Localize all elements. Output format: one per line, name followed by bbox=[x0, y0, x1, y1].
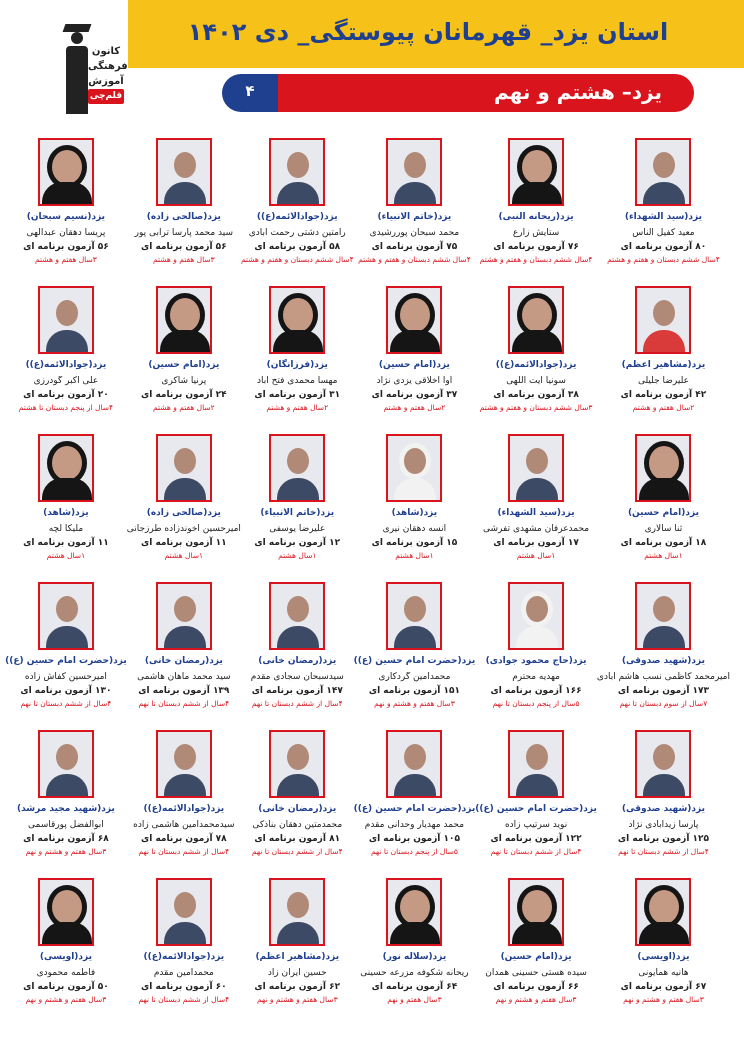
student-card bbox=[597, 872, 730, 1020]
student-name: نوید سرتیپ زاده bbox=[504, 820, 568, 830]
logo-line-3: آموزش bbox=[88, 76, 124, 87]
student-card bbox=[5, 280, 127, 428]
student-school: یزد(حاج محمود جوادی) bbox=[485, 656, 587, 666]
student-exams: ۱۰۵ آزمون برنامه ای bbox=[368, 834, 460, 844]
student-photo bbox=[38, 434, 94, 502]
student-years: ۴سال ششم دبستان و هفتم و هشتم bbox=[358, 255, 471, 264]
student-exams: ۲۴ آزمون برنامه ای bbox=[141, 390, 227, 400]
student-name: پرنیا شاکری bbox=[161, 376, 207, 386]
student-photo bbox=[508, 878, 564, 946]
student-exams: ۶۲ آزمون برنامه ای bbox=[254, 982, 341, 992]
student-name: پریسا دهقان عبدالهی bbox=[26, 228, 106, 238]
student-photo bbox=[269, 434, 325, 502]
student-card bbox=[597, 132, 730, 280]
student-years: ۳سال هفتم و هشتم و نهم bbox=[25, 847, 107, 856]
student-years: ۳سال هفتم و هشتم و نهم bbox=[374, 699, 455, 708]
student-name: هانیه همایونی bbox=[638, 968, 689, 978]
page-title: استان یزد_ قهرمانان پیوستگی_ دی ۱۴۰۲ bbox=[187, 18, 669, 46]
student-name: امیرمحمد کاظمی نسب هاشم آبادی bbox=[596, 672, 730, 682]
student-photo bbox=[635, 138, 691, 206]
student-name: محمدامین گردکاری bbox=[378, 672, 451, 682]
student-exams: ۱۷ آزمون برنامه ای bbox=[493, 538, 579, 548]
student-photo bbox=[635, 730, 691, 798]
student-school: یزد(شهید صدوقی) bbox=[621, 656, 705, 666]
student-years: ۴سال از پنجم دبستان تا هشتم bbox=[18, 403, 114, 412]
student-photo bbox=[156, 730, 212, 798]
student-school: یزد(امام حسین) bbox=[627, 508, 699, 518]
student-years: ۴سال از ششم دبستان تا نهم bbox=[251, 847, 343, 856]
student-exams: ۵۶ آزمون برنامه ای bbox=[141, 242, 227, 252]
student-name: علیرضا یوسفی bbox=[269, 524, 326, 534]
student-school: یزد(صالحی زاده) bbox=[146, 212, 221, 222]
student-exams: ۲۰ آزمون برنامه ای bbox=[23, 390, 109, 400]
student-name: امیرحسین کفاش زاده bbox=[24, 672, 107, 682]
student-years: ۳سال هفتم و هشتم و نهم bbox=[25, 995, 107, 1004]
student-exams: ۱۵۱ آزمون برنامه ای bbox=[368, 686, 460, 696]
student-exams: ۳۱ آزمون برنامه ای bbox=[254, 390, 341, 400]
student-card bbox=[597, 428, 730, 576]
student-school: یزد(جوادالائمه(ع)) bbox=[495, 360, 577, 370]
student-school: یزد(جوادالائمه(ع)) bbox=[25, 360, 107, 370]
student-exams: ۶۴ آزمون برنامه ای bbox=[371, 982, 458, 992]
student-years: ۴سال ششم دبستان و هفتم و هشتم bbox=[479, 255, 593, 264]
student-school: یزد(شاهد) bbox=[391, 508, 438, 518]
student-photo bbox=[156, 582, 212, 650]
student-name: آنسه دهقان نیری bbox=[382, 524, 447, 534]
student-card bbox=[127, 132, 241, 280]
logo-line-4: قلم‌چی bbox=[88, 89, 124, 104]
student-name: محمد سبحان پوررشیدی bbox=[369, 228, 460, 238]
student-photo bbox=[156, 878, 212, 946]
graduate-icon bbox=[64, 24, 90, 114]
logo-line-2: فرهنگی bbox=[88, 61, 128, 72]
student-card bbox=[354, 872, 476, 1020]
student-name: ملیکا لچه bbox=[48, 524, 84, 534]
student-photo bbox=[508, 434, 564, 502]
student-photo bbox=[269, 582, 325, 650]
student-exams: ۶۰ آزمون برنامه ای bbox=[141, 982, 227, 992]
student-card bbox=[354, 132, 476, 280]
student-exams: ۱۲ آزمون برنامه ای bbox=[254, 538, 341, 548]
student-card bbox=[475, 132, 597, 280]
student-years: ۱سال هشتم bbox=[644, 551, 683, 560]
student-card bbox=[354, 280, 476, 428]
student-school: یزد(اویسی) bbox=[39, 952, 92, 962]
student-years: ۴سال ششم دبستان و هفتم و هشتم bbox=[607, 255, 720, 264]
student-years: ۴سال از ششم دبستان تا نهم bbox=[490, 847, 582, 856]
student-card bbox=[475, 576, 597, 724]
student-photo bbox=[635, 878, 691, 946]
student-years: ۲سال هفتم و هشتم bbox=[152, 403, 215, 412]
student-years: ۳سال هفتم و نهم bbox=[387, 995, 442, 1004]
student-photo bbox=[269, 730, 325, 798]
student-exams: ۱۱ آزمون برنامه ای bbox=[23, 538, 109, 548]
student-school: یزد(سید الشهداء) bbox=[624, 212, 703, 222]
student-years: ۳سال هفتم و هشتم و نهم bbox=[495, 995, 577, 1004]
student-school: یزد(خاتم الانبیاء) bbox=[377, 212, 452, 222]
student-exams: ۱۸ آزمون برنامه ای bbox=[620, 538, 707, 548]
student-years: ۳سال ششم دبستان و هفتم و هشتم bbox=[479, 403, 593, 412]
student-school: یزد(شهید صدوقی) bbox=[621, 804, 705, 814]
student-exams: ۶۸ آزمون برنامه ای bbox=[23, 834, 109, 844]
student-years: ۴سال از ششم دبستان تا نهم bbox=[618, 847, 709, 856]
student-card bbox=[475, 872, 597, 1020]
student-name: رامتین دشتی رحمت آبادی bbox=[248, 228, 346, 238]
page-subtitle: یزد– هشتم و نهم bbox=[494, 80, 662, 104]
student-years: ۴سال از ششم دبستان تا نهم bbox=[138, 847, 230, 856]
student-school: یزد(سلاله نور) bbox=[382, 952, 447, 962]
student-name: محمدعرفان مشهدی تفرشی bbox=[483, 524, 590, 534]
student-card bbox=[597, 724, 730, 872]
student-card bbox=[5, 872, 127, 1020]
student-name: مهسا محمدی فتح اباد bbox=[257, 376, 338, 386]
student-card bbox=[127, 576, 241, 724]
student-years: ۳سال هفتم و هشتم و نهم bbox=[256, 995, 338, 1004]
student-name: علیرضا جلیلی bbox=[637, 376, 689, 386]
student-years: ۳سال هفتم و هشتم و نهم bbox=[623, 995, 704, 1004]
student-name: پارسا زیدآبادی نژاد bbox=[628, 820, 699, 830]
student-card bbox=[475, 428, 597, 576]
student-name: سیده هستی حسینی همدان bbox=[485, 968, 587, 978]
student-school: یزد(اویسی) bbox=[637, 952, 690, 962]
student-exams: ۱۴۷ آزمون برنامه ای bbox=[251, 686, 343, 696]
student-name: ستایش زارع bbox=[512, 228, 560, 238]
student-exams: ۵۰ آزمون برنامه ای bbox=[23, 982, 109, 992]
student-photo bbox=[156, 286, 212, 354]
student-exams: ۱۶۶ آزمون برنامه ای bbox=[490, 686, 582, 696]
student-name: مهدیه محترم bbox=[512, 672, 560, 682]
page-number: ۴ bbox=[245, 82, 255, 100]
student-card bbox=[241, 132, 354, 280]
student-photo bbox=[38, 138, 94, 206]
student-name: سونیا آیت اللهی bbox=[506, 376, 566, 386]
student-years: ۱سال هشتم bbox=[164, 551, 204, 560]
student-school: یزد(جوادالائمه(ع)) bbox=[256, 212, 338, 222]
student-card bbox=[354, 724, 476, 872]
student-exams: ۵۸ آزمون برنامه ای bbox=[254, 242, 341, 252]
student-photo bbox=[386, 434, 442, 502]
student-years: ۱سال هشتم bbox=[395, 551, 434, 560]
student-school: یزد(شهید مجید مرشد) bbox=[16, 804, 115, 814]
student-name: آوا اخلاقی یزدی نژاد bbox=[376, 376, 453, 386]
student-exams: ۱۷۳ آزمون برنامه ای bbox=[617, 686, 710, 696]
student-card bbox=[127, 280, 241, 428]
student-card bbox=[127, 724, 241, 872]
student-exams: ۱۱ آزمون برنامه ای bbox=[141, 538, 227, 548]
student-photo bbox=[38, 878, 94, 946]
student-name: سید محمد ماهان هاشمی bbox=[137, 672, 231, 682]
student-photo bbox=[269, 138, 325, 206]
student-card bbox=[127, 872, 241, 1020]
student-school: یزد(حضرت امام حسین (ع)) bbox=[353, 656, 476, 666]
student-photo bbox=[508, 730, 564, 798]
student-name: معید کفیل الناس bbox=[632, 228, 695, 238]
student-card bbox=[127, 428, 241, 576]
student-exams: ۱۲۲ آزمون برنامه ای bbox=[490, 834, 582, 844]
student-school: یزد(شاهد) bbox=[43, 508, 89, 518]
student-card bbox=[5, 724, 127, 872]
student-card bbox=[475, 724, 597, 872]
student-years: ۵سال از پنجم دبستان تا نهم bbox=[370, 847, 458, 856]
student-years: ۷سال از سوم دبستان تا نهم bbox=[619, 699, 708, 708]
student-school: یزد(ریحانه النبی) bbox=[498, 212, 574, 222]
kanoon-logo bbox=[58, 24, 128, 114]
student-photo bbox=[38, 582, 94, 650]
student-years: ۲سال هفتم و هشتم bbox=[266, 403, 329, 412]
student-photo bbox=[508, 138, 564, 206]
student-school: یزد(صالحی زاده) bbox=[146, 508, 221, 518]
student-card bbox=[354, 576, 476, 724]
student-exams: ۱۵ آزمون برنامه ای bbox=[371, 538, 458, 548]
student-card bbox=[241, 428, 354, 576]
student-name: محمد مهدیار وحدانی مقدم bbox=[364, 820, 465, 830]
student-photo bbox=[508, 582, 564, 650]
student-years: ۵سال از پنجم دبستان تا نهم bbox=[492, 699, 580, 708]
student-school: یزد(نسیم سبحان) bbox=[26, 212, 106, 222]
student-school: یزد(سید الشهداء) bbox=[497, 508, 575, 518]
student-exams: ۸۰ آزمون برنامه ای bbox=[620, 242, 707, 252]
student-school: یزد(رمضان خانی) bbox=[258, 804, 337, 814]
student-exams: ۱۳۹ آزمون برنامه ای bbox=[138, 686, 230, 696]
student-name: علی اکبر گودرزی bbox=[33, 376, 99, 386]
student-name: حسین ایران زاد bbox=[267, 968, 327, 978]
student-photo bbox=[269, 286, 325, 354]
student-exams: ۳۸ آزمون برنامه ای bbox=[493, 390, 579, 400]
student-card bbox=[597, 576, 730, 724]
student-photo bbox=[386, 286, 442, 354]
student-years: ۴سال ششم دبستان و هفتم و هشتم bbox=[240, 255, 354, 264]
student-exams: ۶۷ آزمون برنامه ای bbox=[620, 982, 707, 992]
student-name: ثنا سالاری bbox=[644, 524, 683, 534]
student-name: سید محمد پارسا ترابی پور bbox=[134, 228, 234, 238]
student-card bbox=[5, 132, 127, 280]
student-photo bbox=[156, 434, 212, 502]
student-school: یزد(حضرت امام حسین (ع)) bbox=[353, 804, 476, 814]
student-card bbox=[241, 872, 354, 1020]
student-years: ۴سال از ششم دبستان تا نهم bbox=[251, 699, 343, 708]
student-card bbox=[241, 724, 354, 872]
student-school: یزد(رمضان خانی) bbox=[144, 656, 223, 666]
student-card bbox=[5, 428, 127, 576]
student-card bbox=[241, 576, 354, 724]
student-card bbox=[241, 280, 354, 428]
student-school: یزد(مشاهیر اعظم) bbox=[255, 952, 340, 962]
student-exams: ۵۶ آزمون برنامه ای bbox=[23, 242, 109, 252]
student-exams: ۱۳۰ آزمون برنامه ای bbox=[20, 686, 112, 696]
student-card bbox=[5, 576, 127, 724]
logo-line-1: کانون bbox=[91, 46, 121, 57]
student-photo bbox=[635, 434, 691, 502]
student-years: ۳سال هفتم و هشتم bbox=[35, 255, 97, 264]
student-school: یزد(حضرت امام حسین (ع)) bbox=[5, 656, 127, 666]
student-exams: ۸۱ آزمون برنامه ای bbox=[254, 834, 341, 844]
logo-text bbox=[88, 44, 128, 104]
student-name: محمدمتین دهقان بناذکی bbox=[252, 820, 343, 830]
student-card bbox=[597, 280, 730, 428]
student-exams: ۶۶ آزمون برنامه ای bbox=[493, 982, 579, 992]
student-photo bbox=[386, 878, 442, 946]
student-school: یزد(حضرت امام حسین (ع)) bbox=[475, 804, 597, 814]
student-card bbox=[354, 428, 476, 576]
student-school: یزد(مشاهیر اعظم) bbox=[621, 360, 706, 370]
student-school: یزد(فرزانگان) bbox=[266, 360, 328, 370]
students-grid bbox=[5, 132, 730, 1020]
student-school: یزد(امام حسین) bbox=[500, 952, 572, 962]
student-school: یزد(امام حسین) bbox=[148, 360, 220, 370]
student-name: ابوالفضل پورقاسمی bbox=[28, 820, 104, 830]
student-years: ۲سال هفتم و هشتم bbox=[632, 403, 695, 412]
student-years: ۴سال از ششم دبستان تا نهم bbox=[20, 699, 112, 708]
student-photo bbox=[508, 286, 564, 354]
student-photo bbox=[386, 730, 442, 798]
student-photo bbox=[269, 878, 325, 946]
student-exams: ۴۲ آزمون برنامه ای bbox=[620, 390, 707, 400]
student-name: امیرحسین آخوندزاده طرزجانی bbox=[126, 524, 241, 534]
student-exams: ۷۶ آزمون برنامه ای bbox=[493, 242, 579, 252]
student-years: ۴سال از ششم دبستان تا نهم bbox=[138, 995, 230, 1004]
student-photo bbox=[386, 582, 442, 650]
student-photo bbox=[635, 582, 691, 650]
student-school: یزد(امام حسین) bbox=[378, 360, 450, 370]
student-photo bbox=[635, 286, 691, 354]
student-school: یزد(جوادالائمه(ع)) bbox=[143, 804, 225, 814]
student-exams: ۷۸ آزمون برنامه ای bbox=[141, 834, 227, 844]
student-card bbox=[475, 280, 597, 428]
student-name: محمدامین مقدم bbox=[153, 968, 214, 978]
student-name: فاطمه محمودی bbox=[36, 968, 96, 978]
student-school: یزد(جوادالائمه(ع)) bbox=[143, 952, 225, 962]
student-years: ۴سال از ششم دبستان تا نهم bbox=[138, 699, 230, 708]
student-exams: ۷۵ آزمون برنامه ای bbox=[371, 242, 458, 252]
student-years: ۱سال هشتم bbox=[46, 551, 86, 560]
student-years: ۱سال هشتم bbox=[278, 551, 317, 560]
student-years: ۲سال هفتم و هشتم bbox=[383, 403, 446, 412]
student-exams: ۱۲۵ آزمون برنامه ای bbox=[617, 834, 710, 844]
student-photo bbox=[386, 138, 442, 206]
student-school: یزد(رمضان خانی) bbox=[258, 656, 337, 666]
student-exams: ۳۷ آزمون برنامه ای bbox=[371, 390, 458, 400]
student-school: یزد(خاتم الانبیاء) bbox=[260, 508, 335, 518]
student-photo bbox=[38, 286, 94, 354]
student-years: ۳سال هفتم و هشتم bbox=[152, 255, 215, 264]
student-name: ریحانه شکوفه مزرعه حسینی bbox=[360, 968, 469, 978]
student-years: ۱سال هشتم bbox=[516, 551, 556, 560]
student-photo bbox=[156, 138, 212, 206]
student-photo bbox=[38, 730, 94, 798]
student-name: سیدسبحان سجادی مقدم bbox=[250, 672, 344, 682]
student-name: سیدمحمدامین هاشمی زاده bbox=[133, 820, 235, 830]
